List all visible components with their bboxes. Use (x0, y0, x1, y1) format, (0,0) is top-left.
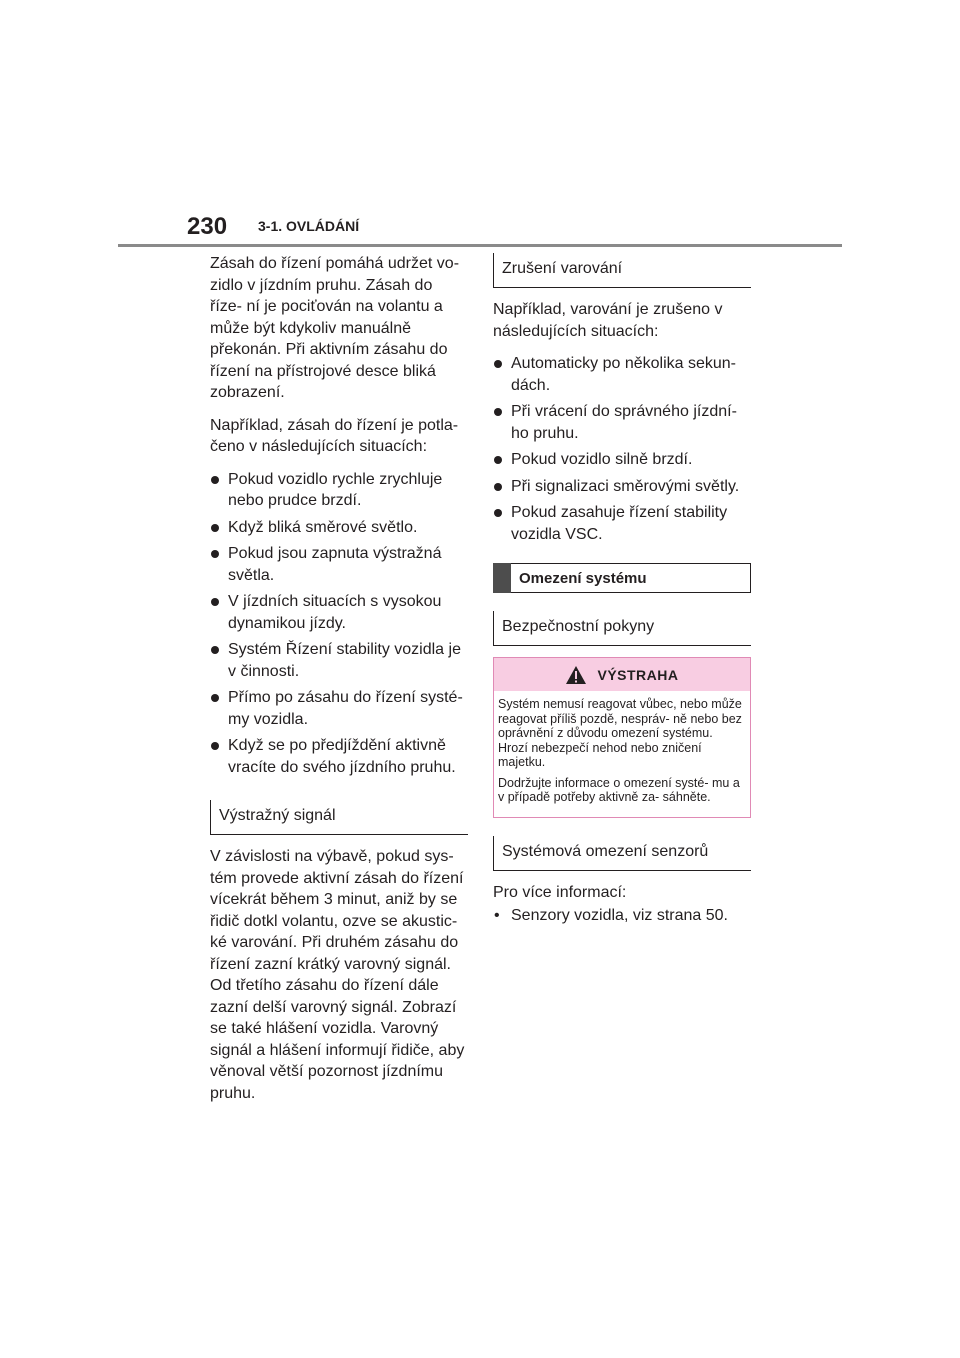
subheading-sensor-limits: Systémová omezení senzorů (493, 836, 751, 871)
list-item: Pokud vozidlo silně brzdí. (493, 449, 751, 471)
bullet-marker: • (494, 907, 500, 924)
warning-title-bar (494, 658, 750, 691)
list-item: Když bliká směrové světlo. (210, 517, 468, 539)
warning-box (493, 657, 751, 818)
list-item: Pokud zasahuje řízení stability vozidla VSC. (493, 502, 751, 545)
more-info-list-item (493, 905, 751, 927)
bullet-icon (211, 742, 219, 750)
list-item: Automaticky po několika sekun- dách. (493, 353, 751, 396)
page-number: 230 (187, 213, 228, 240)
system-limits-heading (493, 563, 751, 593)
bullet-icon (211, 598, 219, 606)
list-item: Pokud jsou zapnuta výstražná světla. (210, 543, 468, 586)
bullet-icon (211, 476, 219, 484)
suppression-list (210, 469, 468, 779)
intro-paragraph: Zásah do řízení pomáhá udržet vo- zidlo v jízdním pruhu. Zásah do říze- ní je pociťován na volantu a může být kdykoliv manuálně překonán. Při aktivním zásahu do řízení na přístrojové desce bliká zobrazení. (210, 255, 460, 401)
subheading-cancel: Zrušení varování (493, 253, 751, 288)
page-header (0, 0, 960, 250)
bullet-icon (494, 360, 502, 368)
header-divider (118, 244, 842, 247)
right-column (493, 253, 751, 927)
warning-title: VÝSTRAHA (597, 666, 679, 683)
system-limits-title: Omezení systému (519, 569, 647, 587)
bullet-icon (211, 550, 219, 558)
example-paragraph: Například, zásah do řízení je potla- čeno v následujících situacích: (210, 416, 459, 455)
list-item: Když se po předjíždění aktivně vracíte do svého jízdního pruhu. (210, 735, 468, 778)
warning-body (494, 691, 750, 817)
bullet-icon (211, 524, 219, 532)
cancel-paragraph: Například, varování je zrušeno v následujících situacích: (493, 301, 723, 340)
warning-paragraph-1: Systém nemusí reagovat vůbec, nebo může reagovat příliš pozdě, nespráv- ně nebo bez oprávnění z důvodu omezení systému. Hrozí nebezpečí nehod nebo zničení majetku. (498, 697, 742, 769)
list-item: V jízdních situacích s vysokou dynamikou jízdy. (210, 591, 468, 634)
bullet-icon (494, 408, 502, 416)
more-info-paragraph: Pro více informací: (493, 883, 627, 901)
bullet-icon (211, 646, 219, 654)
list-item: Systém Řízení stability vozidla je v činnosti. (210, 639, 468, 682)
warning-triangle-icon (565, 665, 587, 685)
subheading-safety: Bezpečnostní pokyny (493, 611, 751, 646)
subheading-warning-signal: Výstražný signál (210, 800, 468, 835)
section-label: 3-1. OVLÁDÁNÍ (258, 218, 360, 234)
bullet-icon (211, 694, 219, 702)
left-column (210, 253, 468, 1115)
bullet-icon (494, 509, 502, 517)
warning-signal-paragraph: V závislosti na výbavě, pokud sys- tém provede aktivní zásah do řízení vícekrát během 3 minut, aniž by se řidič dotkl volantu, ozve se akustic- ké varování. Při druhém zásahu do řízení zazní krátký varovný signál. Od třetího zásahu do řízení dále zazní delší varovný signál. Zobrazí se také hlášení vozidla. Varovný signál a hlášení informují řidiče, aby věnoval větší pozornost jízdnímu pruhu. (210, 848, 465, 1102)
heading-marker (493, 563, 511, 593)
list-item: Při vrácení do správného jízdní- ho pruhu. (493, 401, 751, 444)
more-info-link-text: Senzory vozidla, viz strana 50. (511, 907, 728, 924)
list-item: Při signalizaci směrovými světly. (493, 476, 751, 498)
bullet-icon (494, 483, 502, 491)
bullet-icon (494, 456, 502, 464)
cancel-list (493, 353, 751, 545)
list-item: Pokud vozidlo rychle zrychluje nebo prudce brzdí. (210, 469, 468, 512)
list-item: Přímo po zásahu do řízení systé- my vozidla. (210, 687, 468, 730)
warning-paragraph-2: Dodržujte informace o omezení systé- mu a v případě potřeby aktivně za- sáhněte. (498, 775, 740, 804)
